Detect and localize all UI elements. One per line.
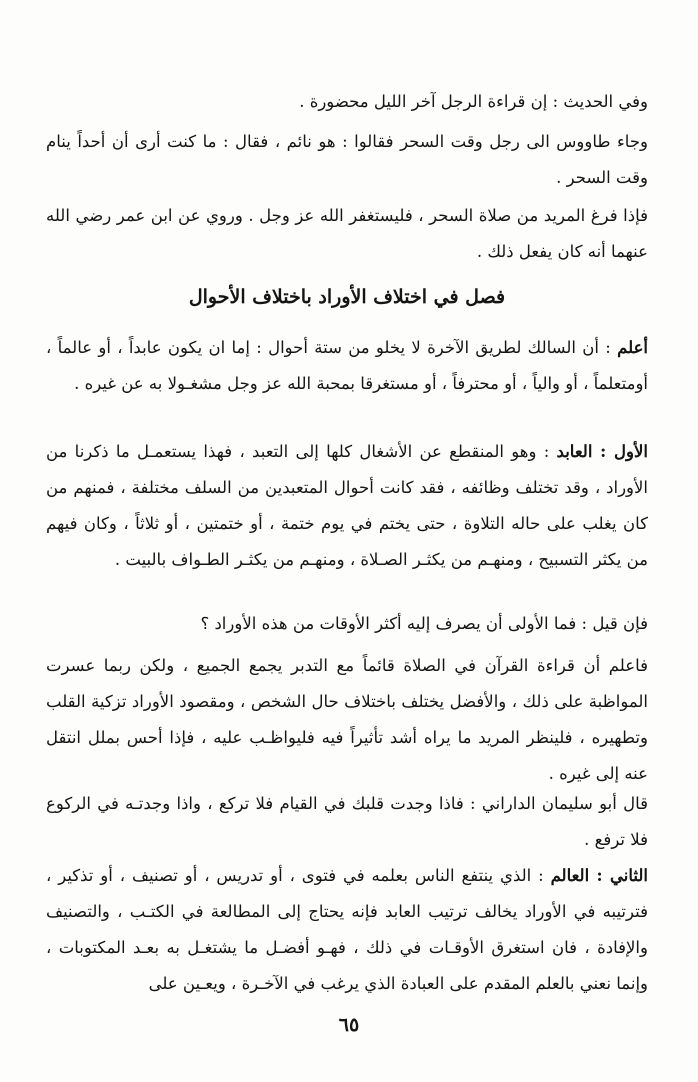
paragraph-9 bbox=[46, 858, 648, 1002]
paragraph-2 bbox=[46, 124, 648, 196]
paragraph-6-text: فإن قيل : فما الأولى أن يصرف إليه أكثر الأوقات من هذه الأوراد ؟ bbox=[200, 614, 648, 633]
paragraph-9-text: : الذي ينتفع الناس بعلمه في فتوى ، أو تدريس ، أو تصنيف ، أو تذكير ، فترتيبه في الأوراد يخالف ترتيب العابد فإنه يحتاج إلى المطالعة في الكتـب ، والتصنيف والإفادة ، فان استغرق الأوقـات في ذلك ، فهـو أفضـل ما يشتغـل به بعـد المكتوبات ، وإنما نعني بالعلم المقدم على العبادة الذي يرغب في الآخـرة ، ويعـين على bbox=[46, 866, 648, 993]
paragraph-5 bbox=[46, 434, 648, 578]
paragraph-9-lead: الثاني : العالم bbox=[550, 866, 648, 885]
paragraph-1 bbox=[46, 84, 648, 120]
paragraph-7-text: فاعلم أن قراءة القرآن في الصلاة قائماً مع التدبر يجمع الجميع ، ولكن ربما عسرت المواظبة على ذلك ، والأفضل يختلف باختلاف حال الشخص ، ومقصود الأوراد تزكية القلب وتطهيره ، فلينظر المريد ما يراه أشد تأثيراً فيه فليواظـب عليه ، فإذا أحس بملل انتقل عنه إلى غيره . bbox=[46, 656, 648, 783]
paragraph-2-text: وجاء طاووس الى رجل وقت السحر فقالوا : هو نائم ، فقال : ما كنت أرى أن أحداً ينام وقت السحر . bbox=[46, 132, 648, 187]
paragraph-7 bbox=[46, 648, 648, 792]
paragraph-4-text: : أن السالك لطريق الآخرة لا يخلو من ستة أحوال : إما ان يكون عابداً ، أو عالماً ، أومتعلماً ، أو والياً ، أو محترفاً ، أو مستغرقا بمحبة الله عز وجل مشغـولا به عن غيره . bbox=[46, 338, 648, 393]
paragraph-5-lead: الأول : العابد bbox=[556, 442, 648, 461]
page-number: ٦٥ bbox=[338, 1014, 360, 1036]
paragraph-5-text: : وهو المنقطع عن الأشغال كلها إلى التعبد ، فهذا يستعمـل ما ذكرنا من الأوراد ، وقد تختلف وظائفه ، فقد كانت أحوال المتعبدين من السلف مختلفة ، فمنهم من كان يغلب على حاله التلاوة ، حتى يختم في يوم ختمة ، أو ختمتين ، أو ثلاثاً ، وكان فيهم من يكثر التسبيح ، ومنهـم من يكثـر الصـلاة ، ومنهـم من يكثـر الطـواف بالبيت . bbox=[46, 442, 648, 569]
paragraph-8 bbox=[46, 786, 648, 858]
paragraph-8-text: قال أبو سليمان الداراني : فاذا وجدت قلبك في القيام فلا تركع ، واذا وجدتـه في الركوع فلا ترفع . bbox=[46, 794, 648, 849]
paragraph-3-text: فإذا فرغ المريد من صلاة السحر ، فليستغفر الله عز وجل . وروي عن ابن عمر رضي الله عنهما أنه كان يفعل ذلك . bbox=[46, 206, 648, 261]
paragraph-1-text: وفي الحديث : إن قراءة الرجل آخر الليل محضورة . bbox=[299, 92, 648, 111]
paragraph-4-lead: أعلم bbox=[617, 338, 648, 357]
section-heading: فصل في اختلاف الأوراد باختلاف الأحوال bbox=[188, 286, 506, 308]
paragraph-3 bbox=[46, 198, 648, 270]
paragraph-6 bbox=[46, 606, 648, 642]
paragraph-4 bbox=[46, 330, 648, 402]
